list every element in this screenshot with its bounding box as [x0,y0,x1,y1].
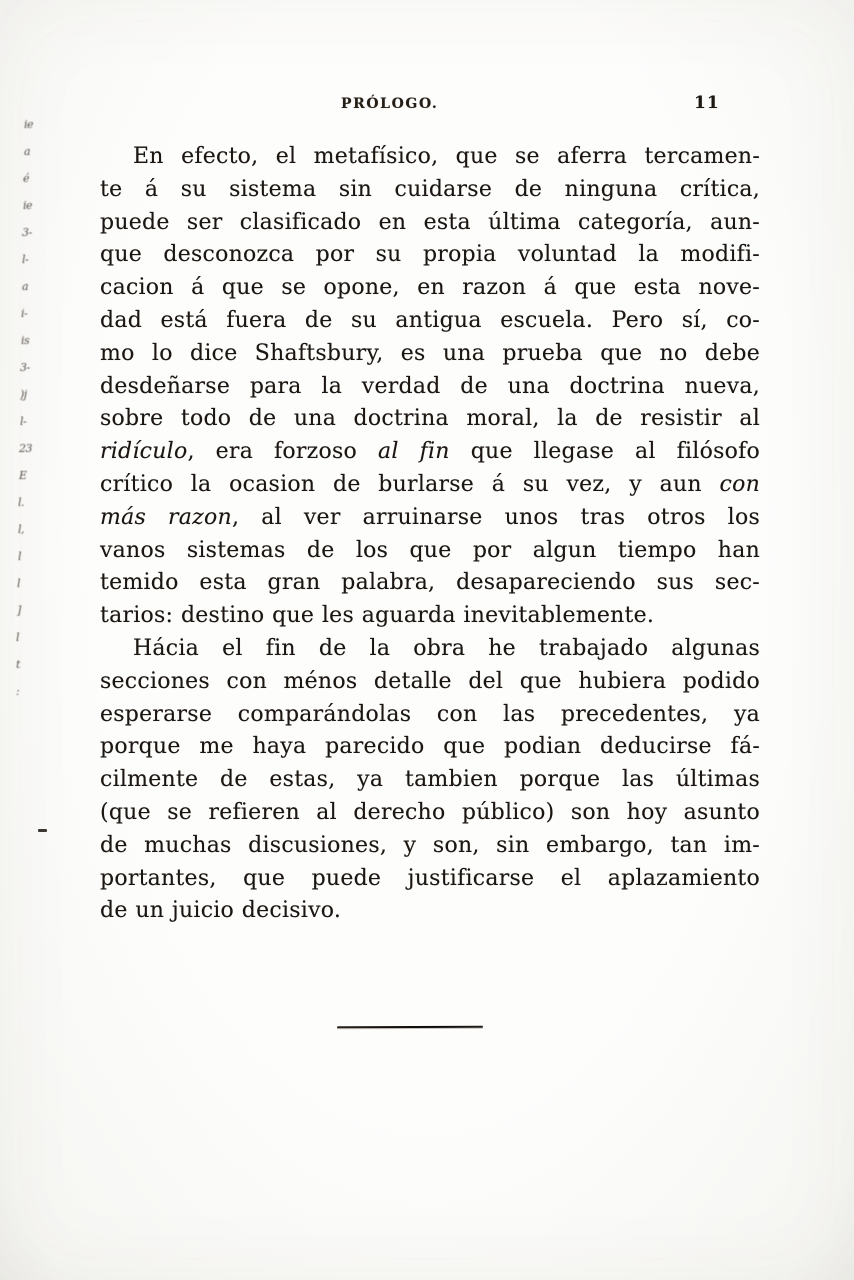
section-divider-rule [337,1026,483,1029]
text-line [100,830,760,863]
text-segment: esperarse comparándolas con las precedentes, ya [100,701,760,727]
bleed-mark: l- [22,253,29,266]
bleed-mark: E [19,469,27,482]
text-segment: portantes, que puede justificarse el aplazamiento [100,865,760,891]
italic-text-segment: más razon [100,504,232,530]
text-segment: te á su sistema sin cuidarse de ninguna crítica, [100,176,760,202]
italic-text-segment: ridículo [100,439,188,465]
text-line [100,731,760,764]
text-segment: mo lo dice Shaftsbury, es una prueba que no debe [100,340,760,366]
bleed-mark: i- [21,307,28,320]
text-segment: crítico la ocasion de burlarse á su vez, y aun [100,471,720,497]
text-line [100,436,760,469]
text-segment: En efecto, el metafísico, que se aferra tercamen- [133,144,760,169]
text-segment: vanos sistemas de los que por algun tiempo han [100,537,760,563]
text-line [100,764,760,797]
bleed-mark: 3- [20,361,30,374]
bleed-mark: é [23,172,30,185]
bleed-mark: 3- [22,226,32,239]
text-segment: sobre todo de una doctrina moral, la de resistir al [100,406,760,432]
text-line [100,174,760,207]
text-segment: de un juicio decisivo. [100,898,342,924]
bleed-mark: is [21,334,30,347]
text-line [100,305,760,338]
text-block [100,141,760,928]
text-segment: porque me haya parecido que podian deducirse fá- [100,734,760,760]
text-line [100,666,760,699]
bleed-mark: l- [20,415,27,428]
bleed-mark: l [17,577,21,590]
text-line [100,403,760,436]
text-line [100,895,760,928]
bleed-mark: ie [23,199,33,212]
bleed-mark: l, [18,523,25,536]
italic-text-segment: al fin [378,439,450,465]
running-title: PRÓLOGO. [341,96,439,112]
text-line [100,699,760,732]
text-line [100,207,760,240]
text-line [100,371,760,404]
bleed-mark: a [22,280,29,293]
text-line [100,469,760,502]
bleed-mark: a [24,145,31,158]
paragraph [100,141,760,633]
bleed-mark: ] [17,604,21,617]
text-line [100,502,760,535]
margin-dash-mark [38,829,47,832]
text-segment: dad está fuera de su antigua escuela. Pero sí, co- [100,307,760,333]
text-segment: tarios: destino que les aguarda inevitablemente. [100,603,655,629]
text-segment: de muchas discusiones, y son, sin embargo, tan im- [100,832,760,858]
text-segment: desdeñarse para la verdad de una doctrina nueva, [100,373,760,399]
paragraph [100,633,760,928]
text-segment: que desconozca por su propia voluntad la modifi- [100,242,760,268]
text-segment: (que se refieren al derecho público) son hoy asunto [100,799,760,825]
text-segment: cilmente de estas, ya tambien porque las últimas [100,767,760,793]
bleed-mark: )j [20,388,27,401]
text-line [100,863,760,896]
text-line [100,797,760,830]
bleed-mark: ie [24,118,34,131]
bleed-mark: l [16,631,20,644]
text-line [100,338,760,371]
text-segment: que llegase al filósofo [449,439,760,465]
text-line [100,567,760,600]
text-line [100,600,760,633]
text-segment: , al ver arruinarse unos tras otros los [231,504,761,530]
text-line [100,272,760,305]
text-segment: puede ser clasificado en esta última categoría, aun- [100,209,760,235]
text-line [100,535,760,568]
page-number: 11 [694,93,720,113]
text-line [100,141,760,174]
bleed-mark: t [16,658,20,671]
bleed-mark: l [18,550,22,563]
bleed-mark: : [16,685,20,698]
italic-text-segment: con [719,471,760,497]
bleed-mark: 23 [19,442,32,455]
text-segment: Hácia el fin de la obra he trabajado algunas [133,635,760,661]
text-line [100,239,760,272]
text-segment: , era forzoso [187,439,379,465]
text-line [100,633,760,666]
text-segment: secciones con ménos detalle del que hubiera podido [100,668,760,694]
text-segment: cacion á que se opone, en razon á que esta nove- [100,275,760,301]
text-segment: temido esta gran palabra, desapareciendo sus sec- [100,570,760,596]
bleed-mark: l. [18,496,25,509]
